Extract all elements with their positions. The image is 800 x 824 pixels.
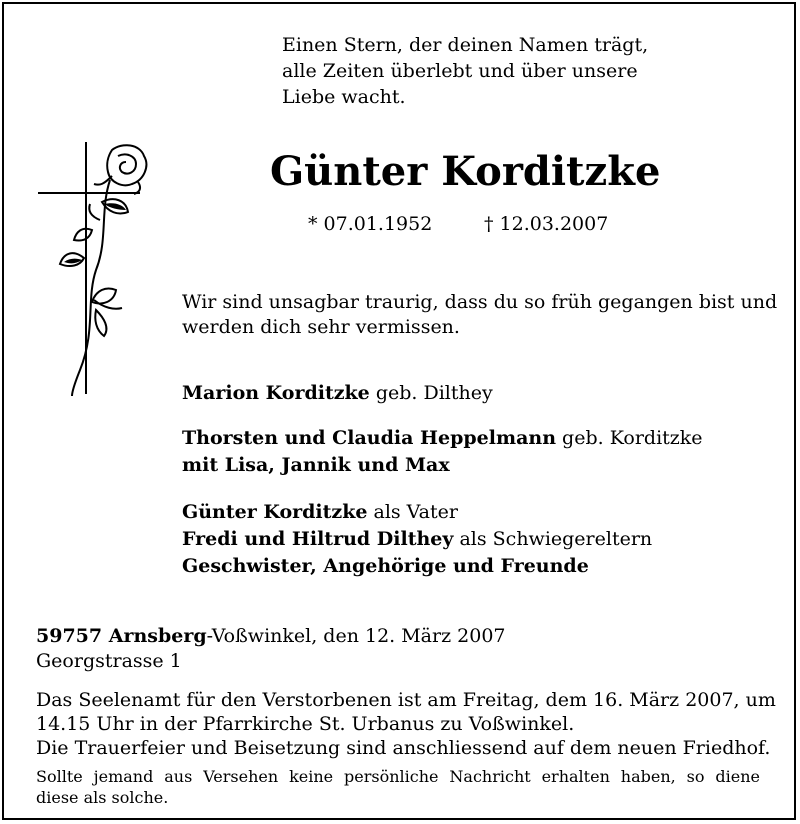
- spouse-name: Marion Korditzke: [182, 382, 370, 404]
- mourner-children: [182, 426, 703, 451]
- birth-date: * 07.01.1952: [308, 213, 433, 235]
- father-name: Günter Korditzke: [182, 501, 368, 523]
- mourner-inlaws: [182, 527, 652, 552]
- quote-block: [282, 32, 702, 110]
- street: Georgstrasse 1: [36, 650, 182, 672]
- deceased-name: Günter Korditzke: [270, 148, 661, 195]
- remark-line: diese als solche.: [36, 788, 169, 807]
- mourner-father: [182, 500, 458, 525]
- mourner-others: [182, 554, 589, 579]
- children-note: geb. Korditzke: [556, 427, 703, 449]
- place-date: -Voßwinkel, den 12. März 2007: [206, 625, 506, 647]
- quote-line: Einen Stern, der deinen Namen trägt,: [282, 34, 649, 56]
- mourning-message: [182, 290, 777, 340]
- inlaws-name: Fredi und Hiltrud Dilthey: [182, 528, 454, 550]
- quote-line: Liebe wacht.: [282, 86, 406, 108]
- quote-line: alle Zeiten überlebt und über unsere: [282, 60, 638, 82]
- others-names: Geschwister, Angehörige und Freunde: [182, 555, 589, 577]
- address-line: [36, 624, 506, 649]
- service-line: Das Seelenamt für den Verstorbenen ist am Freitag, dem 16. März 2007, um: [36, 689, 776, 711]
- children-name: Thorsten und Claudia Heppelmann: [182, 427, 557, 449]
- grandchildren-names: mit Lisa, Jannik und Max: [182, 454, 450, 476]
- service-line: Die Trauerfeier und Beisetzung sind anschliessend auf dem neuen Friedhof.: [36, 737, 771, 759]
- service-info: [36, 688, 776, 760]
- spouse-note: geb. Dilthey: [369, 382, 493, 404]
- service-line: 14.15 Uhr in der Pfarrkirche St. Urbanus zu Voßwinkel.: [36, 713, 575, 735]
- death-date: † 12.03.2007: [484, 213, 609, 235]
- remark-line: Sollte jemand aus Versehen keine persönliche Nachricht erhalten haben, so diene: [36, 767, 760, 786]
- inlaws-note: als Schwiegereltern: [453, 528, 653, 550]
- mourner-spouse: [182, 381, 493, 406]
- address-block: [36, 624, 506, 674]
- message-line: Wir sind unsagbar traurig, dass du so früh gegangen bist und: [182, 291, 778, 313]
- notice-remark: [36, 766, 760, 808]
- message-line: werden dich sehr vermissen.: [182, 316, 460, 338]
- father-note: als Vater: [367, 501, 458, 523]
- postal-city: 59757 Arnsberg: [36, 625, 207, 647]
- mourner-grandchildren: [182, 453, 450, 478]
- cross-with-rose-icon: [30, 140, 160, 400]
